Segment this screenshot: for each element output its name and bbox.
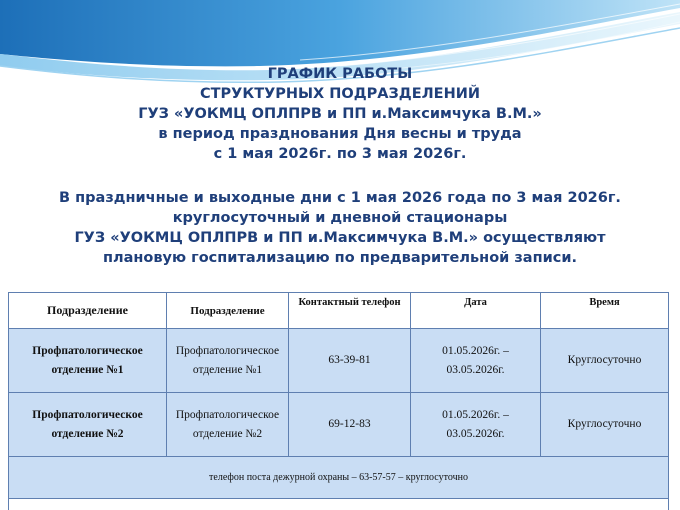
title-line-1: ГРАФИК РАБОТЫ bbox=[267, 66, 413, 82]
cell-phone: 69-12-83 bbox=[289, 393, 411, 457]
cell-phone: 63-39-81 bbox=[289, 329, 411, 393]
cell-time: Круглосуточно bbox=[541, 329, 669, 393]
notice-line-3: ГУЗ «УОКМЦ ОПЛПРВ и ПП и.Максимчука В.М.» осуществляют bbox=[74, 230, 606, 246]
table-row bbox=[9, 393, 669, 457]
cell-unit: Профпатологическое отделение №1 bbox=[167, 329, 289, 393]
title-line-5: с 1 мая 2026г. по 3 мая 2026г. bbox=[213, 146, 467, 162]
cell-date: 01.05.2026г. – 03.05.2026г. bbox=[411, 393, 541, 457]
cell-unit-bold: Профпатологическое отделение №2 bbox=[9, 393, 167, 457]
schedule-table bbox=[8, 292, 669, 510]
hospitalization-notice bbox=[0, 188, 680, 268]
blank-cell bbox=[9, 499, 669, 510]
cell-time: Круглосуточно bbox=[541, 393, 669, 457]
header-time: Время bbox=[541, 293, 669, 329]
cell-unit: Профпатологическое отделение №2 bbox=[167, 393, 289, 457]
table-blank-row bbox=[9, 499, 669, 510]
header-date: Дата bbox=[411, 293, 541, 329]
title-line-4: в период празднования Дня весны и труда bbox=[158, 126, 522, 142]
security-phone-note: телефон поста дежурной охраны – 63-57-57 – круглосуточно bbox=[9, 457, 669, 499]
cell-date: 01.05.2026г. – 03.05.2026г. bbox=[411, 329, 541, 393]
title-line-3: ГУЗ «УОКМЦ ОПЛПРВ и ПП и.Максимчука В.М.» bbox=[138, 106, 542, 122]
header-phone: Контактный телефон bbox=[289, 293, 411, 329]
notice-line-2: круглосуточный и дневной стационары bbox=[172, 210, 508, 226]
title-line-2: СТРУКТУРНЫХ ПОДРАЗДЕЛЕНИЙ bbox=[200, 86, 480, 102]
table-row bbox=[9, 329, 669, 393]
notice-line-1: В праздничные и выходные дни с 1 мая 2026 года по 3 мая 2026г. bbox=[59, 190, 621, 206]
header-unit-bold: Подразделение bbox=[9, 293, 167, 329]
header-unit: Подразделение bbox=[167, 293, 289, 329]
page-title bbox=[0, 64, 680, 164]
table-footer-row bbox=[9, 457, 669, 499]
notice-line-4: плановую госпитализацию по предварительной записи. bbox=[102, 250, 578, 266]
table-header-row bbox=[9, 293, 669, 329]
cell-unit-bold: Профпатологическое отделение №1 bbox=[9, 329, 167, 393]
